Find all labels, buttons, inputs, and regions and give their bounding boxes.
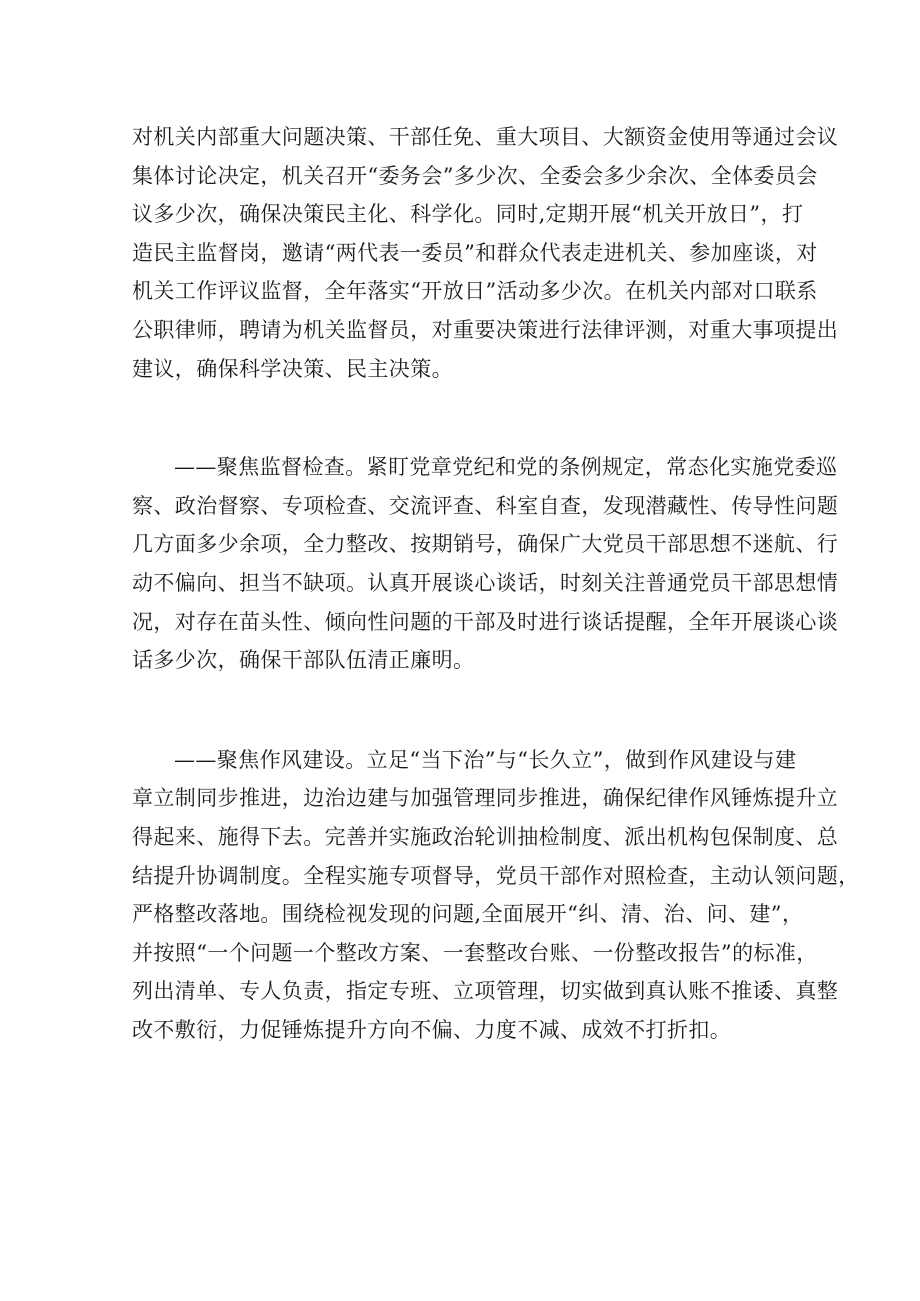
text-line: 严格整改落地。围绕检视发现的问题,全面展开“纠、清、治、问、建”， xyxy=(132,902,804,927)
paragraph-work-style xyxy=(132,741,860,1050)
text-line: ——聚焦监督检查。紧盯党章党纪和党的条例规定，常态化实施党委巡 xyxy=(174,455,838,480)
text-line: ——聚焦作风建设。立足“当下治”与“长久立”，做到作风建设与建 xyxy=(174,747,797,772)
text-line: 结提升协调制度。全程实施专项督导，党员干部作对照检查，主动认领问题， xyxy=(132,863,860,888)
text-line: 动不偏向、担当不缺项。认真开展谈心谈话，时刻关注普通党员干部思想情 xyxy=(132,570,839,595)
text-line: 章立制同步推进，边治边建与加强管理同步推进，确保纪律作风锤炼提升立 xyxy=(132,786,839,811)
text-line: 造民主监督岗，邀请“两代表一委员”和群众代表走进机关、参加座谈，对 xyxy=(132,240,818,265)
text-line: 得起来、施得下去。完善并实施政治轮训抽检制度、派出机构包保制度、总 xyxy=(132,824,839,849)
text-line: 议多少次，确保决策民主化、科学化。同时,定期开展“机关开放日”，打 xyxy=(132,202,804,227)
text-line: 集体讨论决定，机关召开“委务会”多少次、全委会多少余次、全体委员会 xyxy=(132,163,818,188)
text-line: 况，对存在苗头性、倾向性问题的干部及时进行谈话提醒，全年开展谈心谈 xyxy=(132,609,839,634)
text-line: 改不敷衍，力促锤炼提升方向不偏、力度不减、成效不打折扣。 xyxy=(132,1017,732,1042)
paragraph-supervision-inspection xyxy=(132,448,839,680)
text-line: 列出清单、专人负责，指定专班、立项管理，切实做到真认账不推诿、真整 xyxy=(132,979,839,1004)
text-line: 建议，确保科学决策、民主决策。 xyxy=(132,356,453,381)
text-line: 对机关内部重大问题决策、干部任免、重大项目、大额资金使用等通过会议 xyxy=(132,125,839,149)
text-line: 察、政治督察、专项检查、交流评查、科室自查，发现潜藏性、传导性问题 xyxy=(132,493,839,518)
text-line: 几方面多少余项，全力整改、按期销号，确保广大党员干部思想不迷航、行 xyxy=(132,532,839,557)
text-line: 并按照“一个问题一个整改方案、一套整改台账、一份整改报告”的标准， xyxy=(132,940,818,965)
paragraph-spacer xyxy=(132,680,792,741)
document-body xyxy=(132,118,860,1049)
paragraph-spacer xyxy=(132,388,792,448)
text-line: 话多少次，确保干部队伍清正廉明。 xyxy=(132,648,475,673)
paragraph-democratic-decision xyxy=(132,118,839,388)
text-line: 机关工作评议监督，全年落实“开放日”活动多少次。在机关内部对口联系 xyxy=(132,279,818,304)
text-line: 公职律师，聘请为机关监督员，对重要决策进行法律评测，对重大事项提出 xyxy=(132,317,839,342)
